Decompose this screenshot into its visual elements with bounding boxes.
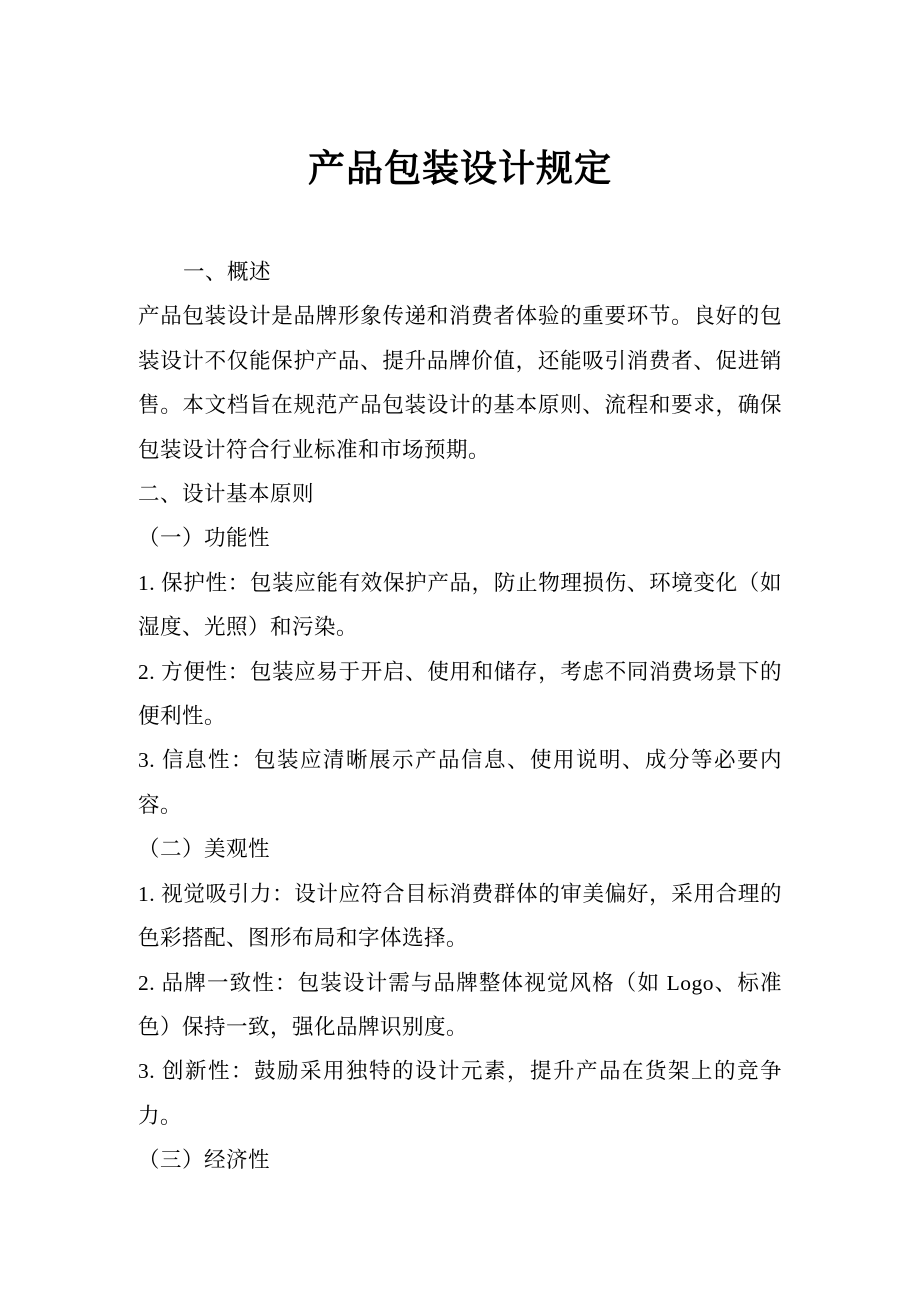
subheading-economy: （三）经济性 [138, 1148, 271, 1173]
document-body [138, 250, 782, 1183]
list-item-information: 3. 信息性：包装应清晰展示产品信息、使用说明、成分等必要内容。 [138, 748, 782, 817]
subheading-functionality: （一）功能性 [138, 526, 271, 551]
list-item-brand-consistency: 2. 品牌一致性：包装设计需与品牌整体视觉风格（如 Logo、标准色）保持一致，强化品牌识别度。 [138, 970, 782, 1039]
overview-paragraph: 产品包装设计是品牌形象传递和消费者体验的重要环节。良好的包装设计不仅能保护产品、提升品牌价值，还能吸引消费者、促进销售。本文档旨在规范产品包装设计的基本原则、流程和要求，确保包装设计符合行业标准和市场预期。 [138, 304, 782, 462]
list-item-visual-appeal: 1. 视觉吸引力：设计应符合目标消费群体的审美偏好，采用合理的色彩搭配、图形布局和字体选择。 [138, 881, 782, 951]
list-item-convenience: 2. 方便性：包装应易于开启、使用和储存，考虑不同消费场景下的便利性。 [138, 659, 782, 729]
document-title: 产品包装设计规定 [308, 148, 612, 189]
subheading-aesthetics: （二）美观性 [138, 837, 271, 862]
list-item-innovation: 3. 创新性：鼓励采用独特的设计元素，提升产品在货架上的竞争力。 [138, 1059, 782, 1128]
list-item-protection: 1. 保护性：包装应能有效保护产品，防止物理损伤、环境变化（如湿度、光照）和污染。 [138, 570, 782, 640]
overview-heading: 一、概述 [183, 260, 272, 284]
section-heading-design-principles: 二、设计基本原则 [138, 482, 315, 507]
